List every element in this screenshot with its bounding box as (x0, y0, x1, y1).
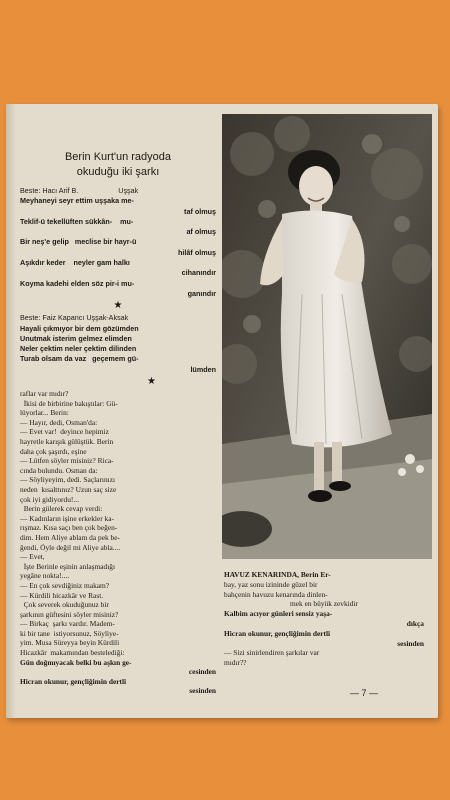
lyric-line: Aşıkdır keder neyler gam halkı (20, 258, 130, 268)
page-number: — 7 — (350, 688, 379, 698)
text-line: — Kürdili hicazkâr ve Rast. (20, 590, 104, 600)
text-line: Berin gülerek cevap verdi: (20, 504, 103, 514)
text-line: Hicazkâr makamından bestelediği: (20, 648, 125, 658)
article-headline (20, 150, 216, 180)
caption-line: bahçenin havuzu kenarında dinlen- (224, 589, 328, 599)
caption-line: Kalbim acıyor günleri sensiz yaşa- (224, 609, 333, 619)
text-line: İkisi de birbirine bakıştılar: Gü- (20, 398, 118, 408)
caption-line: HAVUZ KENARINDA, Berin Er- (224, 570, 331, 579)
portrait-photo (222, 114, 432, 559)
lyric-line: af olmuş (186, 227, 216, 237)
text-line: neden kısalttınız? Uzun saç size (20, 484, 117, 494)
text-line: — Hayır, dedi, Osman'da: (20, 417, 98, 427)
lyric-line: Bir neş'e gelip meclise bir hayr-ü (20, 237, 137, 247)
interview-text (20, 389, 216, 696)
star-divider: ★ (147, 376, 156, 388)
page-fold-shadow (6, 104, 16, 718)
left-text-column (20, 122, 216, 700)
caption-line: mıdır?? (224, 658, 247, 668)
lyric-line: Beste: Hacı Arif B. Uşşak (20, 186, 139, 195)
text-line: hayretle karışık gülüştük. Berin (20, 437, 114, 447)
magazine-page (6, 104, 438, 718)
caption-line: dıkça (406, 618, 424, 628)
caption-line: — Sizi sinirlendiren şarkılar var (224, 648, 320, 658)
caption-line: Hicran okunur, gençliğimin dertli (224, 628, 331, 638)
caption-line: bay, yaz sonu izininde güzel bir (224, 579, 318, 589)
text-line: ki bir tane istiyorsunuz, Söyliye- (20, 628, 119, 638)
text-line: — Kadınların işine erkekler ka- (20, 513, 114, 523)
lyric-line: lümden (190, 364, 216, 374)
lyric-line: ganındır (187, 288, 216, 298)
text-line: — Lütfen söyler misiniz? Rica- (20, 456, 114, 466)
text-line: rışmaz. Kısa saçı ben çok beğen- (20, 523, 118, 533)
photo-caption (224, 570, 424, 668)
text-line: — En çok sevdiğiniz makam? (20, 580, 110, 590)
text-line: dim. Hem Aliye ablam da pek be- (20, 532, 120, 542)
text-line: Gün doğmıyacak belki bu aşkın ge- (20, 657, 132, 667)
headline-line-2: okuduğu iki şarkı (76, 166, 160, 178)
caption-line: sesinden (397, 638, 424, 648)
text-line: sesinden (189, 686, 216, 696)
text-line: — Birkaç şarkı vardır. Madem- (20, 619, 115, 629)
star-divider: ★ (113, 300, 123, 312)
song-lyrics-2 (20, 313, 216, 375)
lyric-line: Hayali çıkmıyor bir dem gözümden (20, 323, 139, 333)
text-line: şarkının güftesini söyler misiniz? (20, 609, 119, 619)
lyric-line: Meyhaneyi seyr ettim uşşaka me- (20, 196, 134, 206)
lyric-line: taf olmuş (184, 206, 216, 216)
lyric-line: Teklif-ü tekellüften sükkân- mu- (20, 216, 134, 226)
lyric-line: Koyma kadehi elden söz pir-i mu- (20, 278, 135, 288)
text-line: — Evet, (20, 552, 45, 562)
text-line: yegâne nokta!.... (20, 571, 70, 581)
lyric-line: hilâf olmuş (178, 247, 216, 257)
text-line: cında bulundu. Osman da: (20, 465, 98, 475)
caption-line: mek en büyük zevkidir (290, 599, 358, 609)
text-line: çok iyi gidiyordu!... (20, 494, 79, 504)
lyric-line: cihanındır (181, 268, 216, 278)
woman-in-dress-image (222, 114, 432, 559)
lyric-line: Turab olsam da vaz geçemem gü- (20, 354, 139, 364)
text-line: İşte Berinle eşinin anlaşmadığı (20, 561, 116, 571)
lyric-line: Beste: Faiz Kapancı Uşşak-Aksak (20, 313, 129, 323)
lyric-line: Unutmak isterim gelmez elimden (20, 333, 132, 343)
text-line: Çok severek okuduğunuz bir (20, 600, 109, 610)
text-line: daha çok şaşırdı, eşine (20, 446, 87, 456)
text-line: raflar var mıdır? (20, 389, 69, 399)
text-line: lüyorlar... Berin: (20, 408, 69, 418)
text-line: Hicran okunur, gençliğimin dertli (20, 676, 127, 686)
text-line: — Evet var! deyince hepimiz (20, 427, 109, 437)
song-lyrics-1 (20, 186, 216, 299)
text-line: cesinden (188, 667, 216, 677)
lyric-line: Neler çektim neler çektim dilinden (20, 344, 137, 354)
text-line: — Söyliyeyim, dedi. Saçlarınızı (20, 475, 116, 485)
headline-line-1: Berin Kurt'un radyoda (64, 151, 172, 163)
text-line: ğendi, Öyle değil mi Aliye abla.... (20, 542, 121, 552)
text-line: yim. Musa Süreyya beyin Kürdili (20, 638, 120, 648)
